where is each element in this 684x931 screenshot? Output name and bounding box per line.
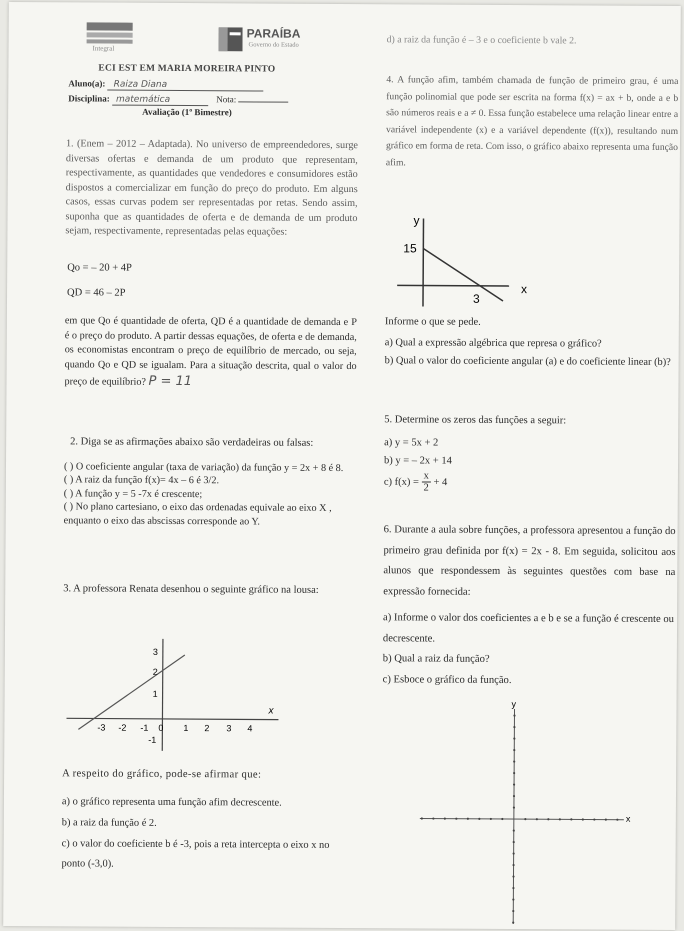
graph3-x-tick: 4 [247, 723, 253, 734]
axes6-x-tick-dot [559, 818, 561, 820]
axes6-y-tick-dot [512, 921, 514, 923]
question-2-item[interactable]: ( ) A função y = 5 -7x é crescente; [63, 488, 203, 501]
graph3-x-ticks [97, 723, 252, 734]
question-5-item-c-suffix: + 4 [433, 476, 448, 488]
student-name-field[interactable]: Raiza Diana [108, 80, 264, 92]
question-3-intro: A respeito do gráfico, pode-se afirmar que: [62, 768, 262, 781]
question-3-option-c[interactable]: c) o valor do coeficiente b é -3, pois a reta intercepta o eixo x no ponto (-3,0). [61, 837, 330, 871]
evaluation-title: Avaliação (1º Bimestre) [142, 106, 232, 118]
graph4-y-value: 15 [403, 241, 417, 256]
axes6-x-tick-dot [432, 817, 434, 819]
question-5-items [384, 434, 452, 494]
question-4-text: 4. A função afim, também chamada de função de primeiro grau, é uma função polinomial que pode ser escrita na forma f(x) = ax + b, onde a e b são números reais e a ≠ 0. Essa função estabelece uma relação linear entre a variável independente (x) e a variável dependente (f(x)), resultando num gráfico em forma de reta. Com isso, o gráfico abaixo representa uma função afim. [385, 74, 679, 168]
question-5-title: 5. Determine os zeros das funções a seguir: [384, 414, 567, 427]
graph3-x-tick: 1 [183, 723, 189, 734]
question-4-item-b: b) Qual o valor do coeficiente angular (a) e do coeficiente linear (b)? [384, 354, 671, 368]
graph3-x-tick: 0 [158, 722, 164, 733]
graph3-x-label: x [268, 705, 274, 717]
axes6-x-tick-dot [467, 818, 469, 820]
axes6-x-tick-dot [501, 818, 503, 820]
axes6-x-tick-dot [570, 818, 572, 820]
question-3-title: 3. A professora Renata desenhou o seguinte gráfico na lousa: [63, 583, 319, 596]
axes6-x-tick-dot [616, 819, 618, 821]
graph3-x-tick: -1 [140, 722, 149, 733]
axes6-y-tick-dot [513, 760, 515, 762]
graph3-x-axis [66, 718, 278, 719]
fraction [422, 470, 431, 494]
axes6-x-tick-dot [582, 818, 584, 820]
axes6-y-tick-dot [513, 795, 515, 797]
question-3-options [61, 792, 354, 877]
question-1-text-2: em que Qo é quantidade de oferta, QD é a quantidade de demanda e P é o preço do produto. A partir dessas equações, de oferta e de demanda, os economistas encontram o preço de equilíbrio de mercado, ou seja, quando Qo e QD se igualam. Para a situação descrita, qual o valor do preço de equilíbrio? [64, 315, 357, 389]
axes6-y-tick-dot [513, 783, 515, 785]
question-6-item-b: b) Qual a raiz da função? [382, 653, 490, 666]
question-2-item[interactable]: ( ) A raiz da função f(x)= 4x – 6 é 3/2. [63, 474, 220, 487]
axes6-y-label: y [511, 699, 517, 710]
question-3-option-d[interactable]: d) a raiz da função é – 3 e o coeficiente b vale 2. [386, 34, 577, 47]
question-2-title: 2. Diga se as afirmações abaixo são verdadeiras ou falsas: [70, 436, 314, 449]
grade-field[interactable] [238, 101, 288, 102]
question-1-text: 1. (Enem – 2012 – Adaptada). No universo de empreendedores, surge diversas ofertas e demanda de um produto que representam, respectivamente, as quantidades que vendedores e consumidores estão dispostos a comercializar em função do preço do produto. Em alguns casos, essas curvas podem ser representadas por retas. Sendo assim, suponha que as quantidades de oferta e de demanda de um produto sejam, respectivamente, representadas pelas equações: [65, 138, 358, 239]
question-3-option-a[interactable]: a) o gráfico representa uma função afim decrescente. [61, 796, 282, 809]
axes6-x-tick-dot [478, 818, 480, 820]
graph3-x-tick: 2 [204, 723, 210, 734]
question-6-item-a: a) Informe o valor dos coeficientes a e b e se a função é crescente ou decrescente. [382, 612, 674, 645]
graph4-function-line [423, 248, 503, 300]
graph3-y-tick: 3 [152, 646, 158, 657]
graph4-y-axis [423, 218, 424, 306]
axes6-y-tick-dot [513, 852, 515, 854]
question-5-item-a: a) y = 5x + 2 [384, 437, 439, 449]
student-label: Aluno(a): [68, 78, 106, 89]
axes6-y-tick-dot [512, 887, 514, 889]
state-name: PARAÍBA [246, 26, 301, 41]
question-1 [65, 137, 358, 241]
axes6-x-tick-dot [536, 818, 538, 820]
equation-demand: QD = 46 – 2P [67, 287, 126, 299]
graph4-x-label: x [521, 282, 528, 297]
grade-label: Nota: [216, 94, 237, 105]
student-row [68, 78, 263, 91]
graph4-y-label: y [413, 213, 420, 228]
question-2-list [64, 460, 356, 529]
graph3-x-tick: 3 [226, 723, 232, 734]
axes6-x-label: x [625, 813, 631, 824]
axes6-x-tick-dot [455, 818, 457, 820]
question-6-axes[interactable] [413, 698, 644, 927]
axes6-y-tick-dot [513, 841, 515, 843]
state-logo [218, 25, 328, 58]
question-4-graph [397, 210, 548, 311]
question-3-graph [66, 634, 291, 755]
question-4-prompt: Informe o que se pede. [384, 316, 481, 328]
question-2-item[interactable]: ( ) O coeficiente angular (taxa de variação) da função y = 2x + 8 é 8. [63, 461, 344, 475]
question-3-option-b[interactable]: b) a raiz da função é 2. [61, 817, 157, 829]
question-1-answer[interactable]: P = 11 [148, 374, 193, 390]
axes6-x-tick-dot [490, 818, 492, 820]
graph3-y-tick: 2 [152, 666, 158, 677]
axes6-y-tick-dot [513, 737, 515, 739]
equation-offer: Qo = – 20 + 4P [67, 262, 132, 274]
axes6-y-tick-dot [513, 806, 515, 808]
axes6-x-tick-dot [444, 818, 446, 820]
subject-field[interactable]: matemática [112, 95, 208, 107]
graph3-y-ticks [148, 647, 158, 745]
graph3-y-tick: 1 [152, 688, 158, 699]
graph4-x-axis [397, 285, 509, 286]
axes6-y-axis [513, 709, 514, 924]
axes6-x-tick-dot [524, 818, 526, 820]
axes6-y-tick-dot [513, 772, 515, 774]
question-4-item-a: a) Qual a expressão algébrica que represa o gráfico? [384, 337, 602, 350]
question-5-item-c [384, 470, 452, 495]
graph4-x-value: 3 [472, 291, 480, 306]
axes6-x-tick-dot [605, 819, 607, 821]
subject-label: Disciplina: [68, 93, 110, 104]
axes6-x-tick-dot [593, 818, 595, 820]
axes6-y-tick-dot [512, 898, 514, 900]
axes6-y-tick-dot [512, 875, 514, 877]
graph3-y-tick: -1 [148, 734, 157, 745]
question-5-item-c-prefix: c) f(x) = [383, 476, 422, 488]
graph3-x-tick: -2 [118, 722, 127, 733]
axes6-y-tick-dot [513, 714, 515, 716]
axes6-y-tick-dot [512, 910, 514, 912]
question-1-continuation [64, 314, 356, 393]
graph3-x-tick: -3 [97, 722, 106, 733]
subject-row [68, 93, 288, 106]
fraction-numerator: x [422, 470, 431, 483]
fraction-denominator: 2 [423, 482, 429, 494]
axes6-x-tick-dot [421, 817, 423, 819]
school-name: ECI EST EM MARIA MOREIRA PINTO [98, 63, 276, 75]
axes6-x-tick-dot [547, 818, 549, 820]
question-4-items [385, 334, 677, 371]
question-6-text: 6. Durante a aula sobre funções, a professora apresentou a função do primeiro grau definida por f(x) = 2x - 8. Em seguida, solicitou aos alunos que respondessem às seguintes questões com base na expressão fornecida: [383, 524, 676, 598]
graph3-y-axis [162, 639, 163, 751]
question-6-items [383, 608, 675, 692]
header [68, 16, 369, 118]
question-2-item[interactable]: ( ) No plano cartesiano, o eixo das ordenadas equivale ao eixo X , enquanto o eixo das abscissas corresponde ao Y. [63, 501, 332, 528]
state-subtitle: Governo do Estado [248, 41, 299, 49]
question-5-item-b: b) y = – 2x + 14 [384, 455, 452, 467]
integral-logo-caption: Integral [92, 44, 115, 53]
axes6-y-tick-dot [513, 829, 515, 831]
axes6-y-tick-dot [513, 749, 515, 751]
axes6-y-tick-dot [512, 864, 514, 866]
exam-sheet [3, 2, 681, 930]
paraiba-flag-icon [219, 27, 243, 51]
integral-logo [81, 18, 139, 52]
axes6-y-tick-dot [513, 726, 515, 728]
question-6-item-c: c) Esboce o gráfico da função. [382, 674, 512, 687]
